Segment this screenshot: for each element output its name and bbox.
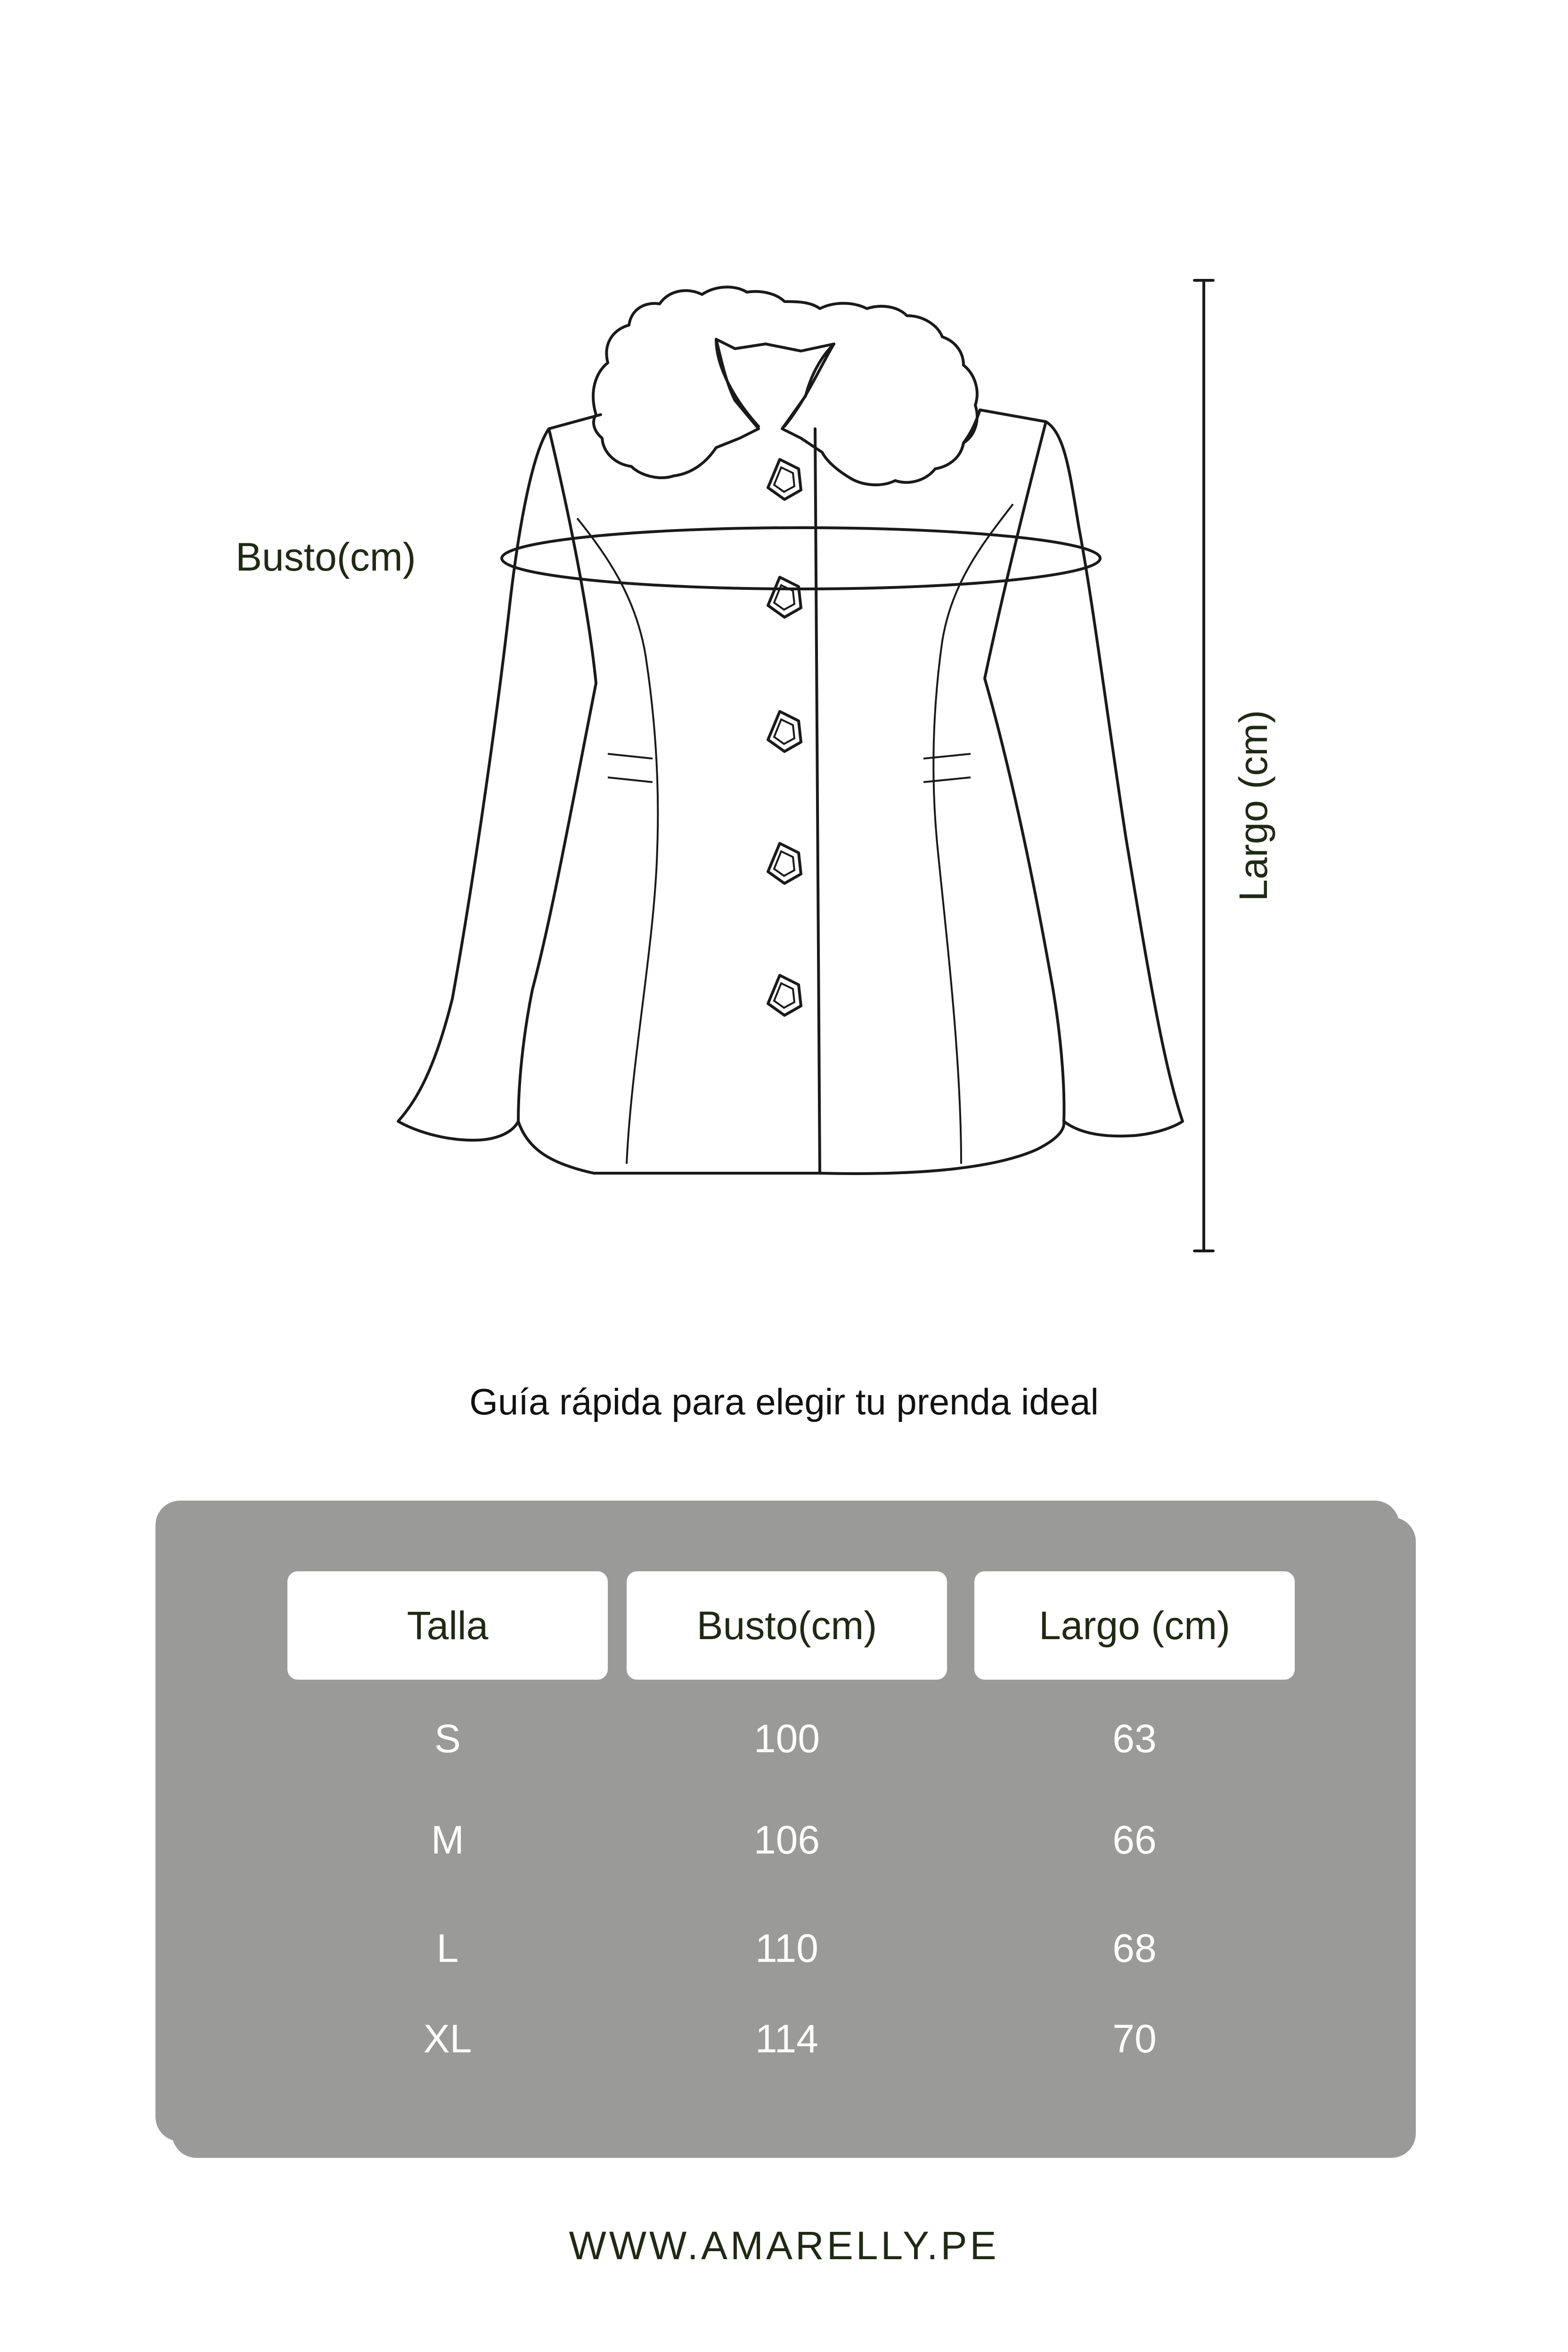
buttons (768, 459, 801, 1015)
cell-talla: M (431, 1818, 464, 1862)
button (768, 459, 801, 499)
cell-talla: XL (423, 2017, 472, 2061)
cell-largo: 63 (1112, 1716, 1157, 1761)
fur-collar (593, 287, 977, 485)
button (768, 843, 801, 883)
length-measurement-line (1194, 280, 1213, 1251)
button (768, 577, 801, 617)
cell-busto: 100 (753, 1716, 820, 1761)
busto-label: Busto(cm) (236, 535, 416, 579)
jacket-body (398, 410, 1183, 1174)
cell-talla: L (436, 1926, 459, 1970)
guide-caption: Guía rápida para elegir tu prenda ideal (469, 1381, 1099, 1422)
header-busto: Busto(cm) (627, 1571, 947, 1680)
header-largo: Largo (cm) (974, 1571, 1295, 1680)
button (768, 711, 801, 751)
button (768, 975, 801, 1015)
largo-label: Largo (cm) (1231, 710, 1275, 902)
cell-busto: 106 (753, 1818, 820, 1862)
cell-largo: 66 (1112, 1818, 1157, 1862)
cell-largo: 68 (1112, 1926, 1157, 1970)
size-table (155, 1501, 1399, 2141)
site-url[interactable]: WWW.AMARELLY.PE (569, 2223, 999, 2268)
cell-talla: S (434, 1716, 461, 1761)
cell-largo: 70 (1112, 2017, 1157, 2061)
bust-measurement-ellipse (502, 528, 1100, 589)
header-talla: Talla (287, 1571, 608, 1680)
cell-busto: 114 (755, 2017, 818, 2061)
cell-busto: 110 (755, 1926, 818, 1970)
